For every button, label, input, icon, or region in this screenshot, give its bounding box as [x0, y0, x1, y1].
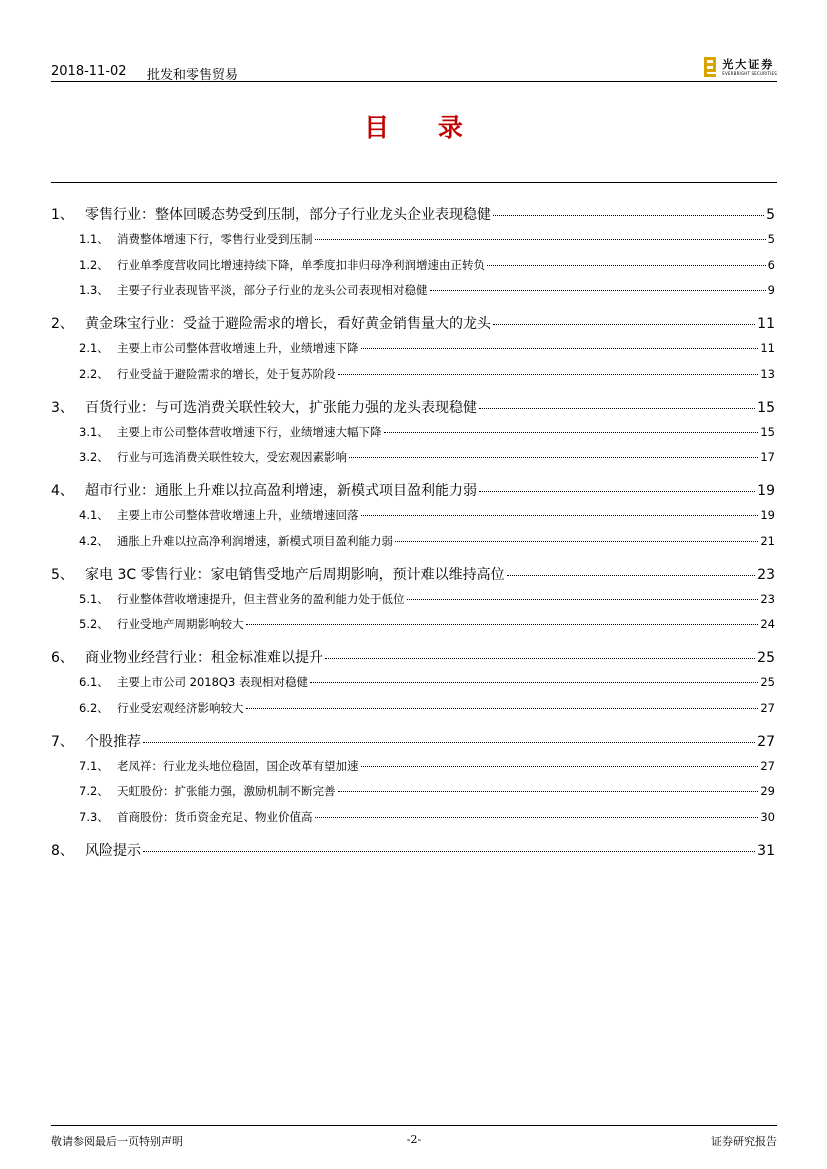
- toc-leader-dots: [479, 491, 755, 492]
- toc-subentry-number: 7.2、: [79, 784, 109, 798]
- toc-entry-number: 2、: [51, 316, 74, 332]
- toc-leader-dots: [143, 851, 755, 852]
- toc-subentry-number: 2.1、: [79, 341, 109, 355]
- toc-subentry-page: 19: [760, 508, 775, 522]
- toc-subentry-page: 9: [767, 283, 775, 297]
- toc-subentry-page: 21: [760, 533, 775, 548]
- toc-subentry-page: 27: [760, 700, 775, 715]
- toc-subentry-title: 通胀上升难以拉高净利润增速，新模式项目盈利能力弱: [117, 533, 393, 548]
- toc-entry-page: 11: [757, 316, 775, 332]
- toc-subentry[interactable]: [51, 674, 775, 690]
- toc-leader-dots: [315, 817, 759, 818]
- report-type: 证券研究报告: [711, 1135, 777, 1148]
- toc-subentry-page: 24: [760, 617, 775, 631]
- toc-subentry-title: 主要上市公司整体营收增速上升，业绩增速回落: [117, 508, 359, 522]
- toc-leader-dots: [349, 457, 758, 458]
- toc-leader-dots: [361, 515, 759, 516]
- toc-subentry[interactable]: [51, 700, 775, 716]
- toc-subentry[interactable]: [51, 591, 775, 607]
- toc-subentry[interactable]: [51, 616, 775, 632]
- toc-subentry-page: 25: [760, 675, 775, 689]
- toc-subentry-number: 5.1、: [79, 591, 109, 606]
- toc-entry-title: 百货行业：与可选消费关联性较大，扩张能力强的龙头表现稳健: [85, 399, 477, 416]
- toc-subentry-number: 2.2、: [79, 366, 109, 381]
- toc-entry[interactable]: [51, 647, 775, 667]
- toc-divider: [51, 182, 777, 183]
- toc-subentry[interactable]: [51, 809, 775, 825]
- page-header: [51, 56, 777, 82]
- toc-subentry-title: 老凤祥：行业龙头地位稳固，国企改革有望加速: [117, 758, 359, 773]
- toc-leader-dots: [493, 324, 755, 325]
- disclaimer-note: 敬请参阅最后一页特别声明: [51, 1135, 183, 1148]
- toc-leader-dots: [384, 432, 759, 433]
- toc-subentry-number: 3.2、: [79, 450, 109, 464]
- toc-entry-title: 商业物业经营行业：租金标准难以提升: [85, 650, 323, 666]
- toc-leader-dots: [338, 374, 759, 375]
- report-date: 2018-11-02: [51, 64, 127, 79]
- brand-name-en: EVERBRIGHT SECURITIES: [722, 70, 777, 76]
- toc-leader-dots: [430, 290, 766, 291]
- toc-leader-dots: [325, 658, 755, 659]
- toc-entry-number: 6、: [51, 650, 74, 666]
- toc-subentry-title: 行业单季度营收同比增速持续下降，单季度扣非归母净利润增速由正转负: [117, 257, 485, 272]
- toc-subentry-title: 行业与可选消费关联性较大，受宏观因素影响: [117, 450, 347, 464]
- toc-subentry-number: 6.1、: [79, 675, 109, 689]
- toc-subentry[interactable]: [51, 231, 775, 247]
- toc-subentry-title: 行业受宏观经济影响较大: [117, 700, 244, 715]
- toc-subentry-page: 6: [767, 257, 775, 272]
- toc-entry[interactable]: [51, 731, 775, 751]
- toc-subentry-title: 主要上市公司整体营收增速上升，业绩增速下降: [117, 341, 359, 355]
- toc-subentry-number: 1.3、: [79, 283, 109, 297]
- toc-entry[interactable]: [51, 204, 775, 224]
- toc-subentry[interactable]: [51, 366, 775, 382]
- brand-logo: [704, 56, 777, 78]
- toc-subentry-number: 1.1、: [79, 232, 109, 246]
- toc-leader-dots: [315, 239, 766, 240]
- page-footer: [51, 1125, 777, 1147]
- everbright-logo-icon: [704, 57, 716, 77]
- toc-leader-dots: [487, 265, 766, 266]
- toc-entry[interactable]: [51, 480, 775, 500]
- toc-subentry[interactable]: [51, 340, 775, 356]
- toc-entry-title: 风险提示: [85, 842, 141, 859]
- toc-subentry-number: 3.1、: [79, 424, 109, 439]
- toc-subentry-number: 4.1、: [79, 508, 109, 522]
- toc-entry[interactable]: [51, 840, 775, 860]
- toc-subentry-title: 行业整体营收增速提升，但主营业务的盈利能力处于低位: [117, 591, 405, 606]
- toc-entry-title: 黄金珠宝行业：受益于避险需求的增长，看好黄金销售量大的龙头: [85, 316, 491, 332]
- toc-subentry-page: 23: [760, 591, 775, 606]
- toc-leader-dots: [479, 408, 755, 409]
- toc-subentry-title: 天虹股份：扩张能力强，激励机制不断完善: [117, 784, 336, 798]
- toc-entry-number: 7、: [51, 733, 74, 750]
- toc-entry-number: 8、: [51, 842, 74, 859]
- toc-subentry-page: 27: [760, 758, 775, 773]
- toc-entry-number: 5、: [51, 566, 74, 583]
- brand-name-cn: 光大证券: [722, 57, 775, 71]
- toc-subentry-page: 17: [760, 450, 775, 464]
- toc-subentry[interactable]: [51, 424, 775, 440]
- toc-leader-dots: [143, 742, 755, 743]
- toc-entry[interactable]: [51, 564, 775, 584]
- toc-entry-page: 23: [757, 566, 775, 583]
- toc-entry[interactable]: [51, 313, 775, 333]
- toc-entry-page: 19: [757, 483, 775, 499]
- toc-leader-dots: [395, 541, 758, 542]
- toc-subentry[interactable]: [51, 783, 775, 799]
- toc-entry-title: 家电 3C 零售行业：家电销售受地产后周期影响，预计难以维持高位: [85, 566, 505, 583]
- toc-subentry[interactable]: [51, 507, 775, 523]
- toc-subentry-number: 7.3、: [79, 809, 109, 824]
- toc-leader-dots: [407, 599, 759, 600]
- toc-subentry-page: 13: [760, 366, 775, 381]
- toc-entry-page: 25: [757, 650, 775, 666]
- toc-subentry-number: 1.2、: [79, 257, 109, 272]
- toc-leader-dots: [246, 624, 759, 625]
- toc-leader-dots: [493, 215, 764, 216]
- toc-entry-number: 3、: [51, 399, 74, 416]
- toc-subentry-number: 4.2、: [79, 533, 109, 548]
- toc-leader-dots: [246, 708, 759, 709]
- toc-entry-page: 27: [757, 733, 775, 750]
- toc-entry-title: 个股推荐: [85, 733, 141, 750]
- toc-subentry-title: 首商股份：货币资金充足、物业价值高: [117, 809, 313, 824]
- toc-subentry[interactable]: [51, 282, 775, 298]
- toc-entry-page: 15: [757, 399, 775, 416]
- toc-subentry-page: 15: [760, 424, 775, 439]
- toc-subentry-page: 30: [760, 809, 775, 824]
- toc-subentry[interactable]: [51, 257, 775, 273]
- toc-leader-dots: [338, 791, 759, 792]
- toc-subentry-number: 5.2、: [79, 617, 109, 631]
- toc-leader-dots: [507, 575, 756, 576]
- toc-subentry-page: 5: [767, 232, 775, 246]
- toc-subentry-title: 主要上市公司整体营收增速下行，业绩增速大幅下降: [117, 424, 382, 439]
- industry-title: 批发和零售贸易: [147, 68, 239, 83]
- toc-leader-dots: [361, 766, 759, 767]
- toc-entry[interactable]: [51, 397, 775, 417]
- toc-entry-page: 31: [757, 842, 775, 859]
- toc-leader-dots: [361, 348, 759, 349]
- toc-subentry[interactable]: [51, 449, 775, 465]
- page-number: -2-: [406, 1133, 422, 1146]
- toc-entry-title: 超市行业：通胀上升难以拉高盈利增速，新模式项目盈利能力弱: [85, 483, 477, 499]
- toc-entry-number: 4、: [51, 483, 74, 499]
- toc-entry-number: 1、: [51, 207, 74, 223]
- toc-subentry-page: 11: [760, 341, 775, 355]
- toc-subentry[interactable]: [51, 758, 775, 774]
- toc-subentry-title: 行业受益于避险需求的增长，处于复苏阶段: [117, 366, 336, 381]
- toc-subentry-number: 7.1、: [79, 758, 109, 773]
- toc-subentry-title: 主要上市公司 2018Q3 表现相对稳健: [117, 675, 308, 689]
- toc-title: 目 录: [364, 113, 483, 142]
- toc-subentry-title: 消费整体增速下行，零售行业受到压制: [117, 232, 313, 246]
- toc-subentry-page: 29: [760, 784, 775, 798]
- toc-subentry-number: 6.2、: [79, 700, 109, 715]
- toc-entry-title: 零售行业：整体回暖态势受到压制，部分子行业龙头企业表现稳健: [85, 207, 491, 223]
- toc-subentry-title: 主要子行业表现皆平淡，部分子行业的龙头公司表现相对稳健: [117, 283, 428, 297]
- toc-leader-dots: [310, 682, 758, 683]
- toc-subentry-title: 行业受地产周期影响较大: [117, 617, 244, 631]
- toc-subentry[interactable]: [51, 533, 775, 549]
- toc-entry-page: 5: [766, 207, 775, 223]
